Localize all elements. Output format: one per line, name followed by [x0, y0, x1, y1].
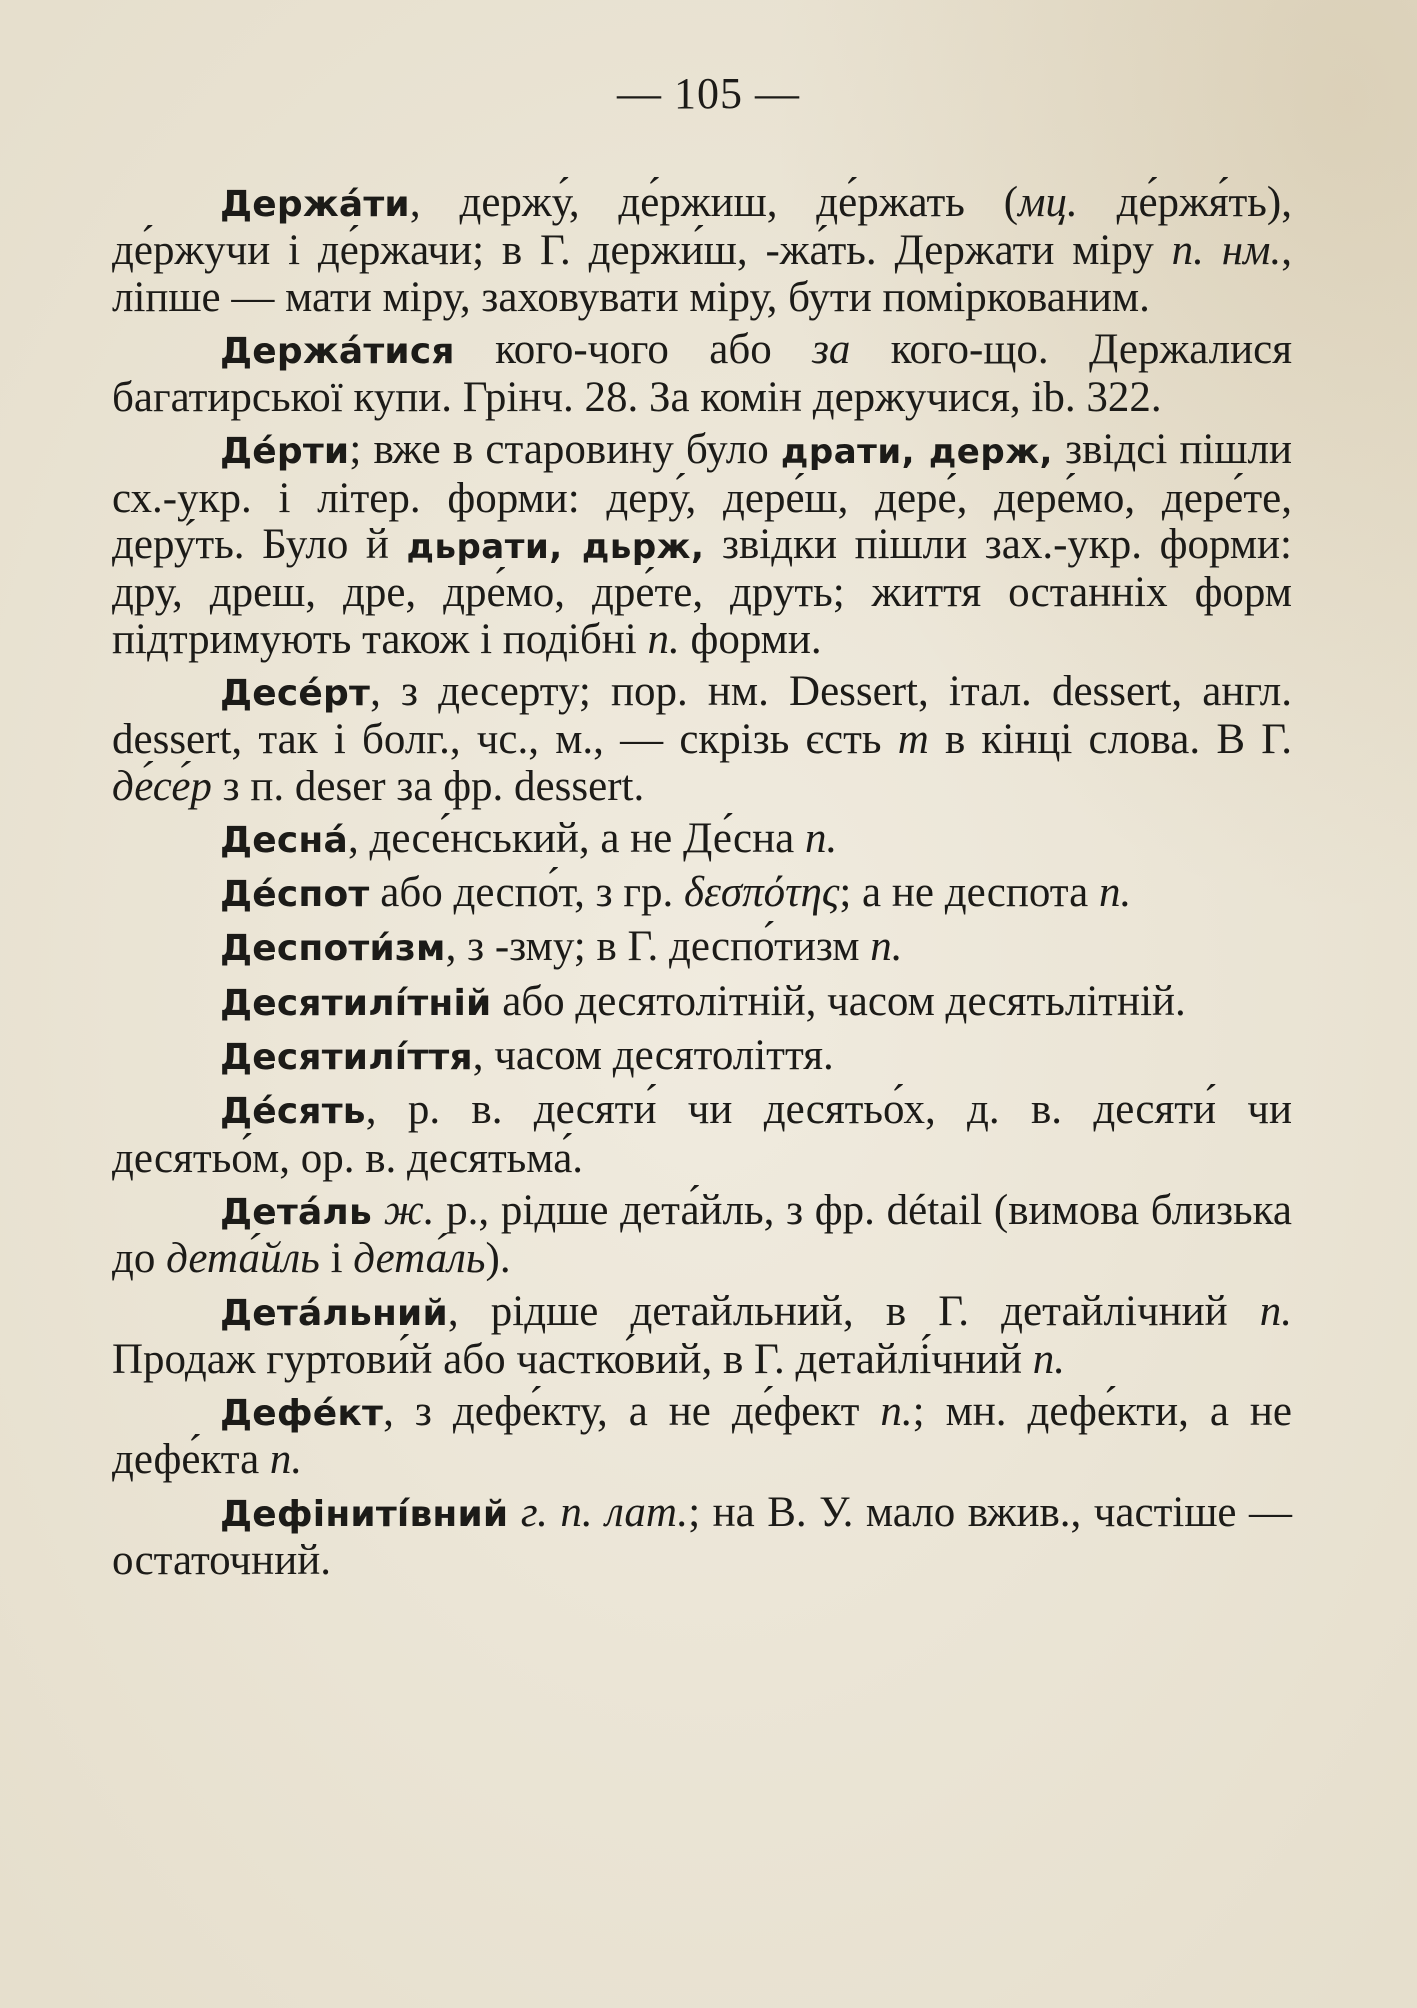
- dictionary-entry: [112, 669, 1292, 810]
- dictionary-entry: [112, 1188, 1292, 1283]
- entry-italic-text: п.: [880, 1388, 913, 1436]
- entry-headword: Десна́: [220, 819, 348, 861]
- entry-italic-text: мц.: [1018, 179, 1078, 226]
- entry-text: ).: [485, 1235, 511, 1283]
- entry-headword: Дета́ль: [220, 1191, 372, 1233]
- entry-text: , держу́, де́ржиш, де́ржать (: [409, 179, 1019, 226]
- entry-text: в кінці слова. В Г.: [928, 716, 1292, 764]
- entry-text: [508, 1489, 521, 1536]
- dictionary-entry: [112, 427, 1292, 662]
- entry-text: звідсі пішли сх.-укр. і літер. форми: деру́, дере́ш, дере́, дере́мо, дере́те, деру́ть. Було й: [112, 426, 1292, 569]
- entry-italic-text: п.: [1032, 1335, 1065, 1383]
- entry-text: Продаж гуртови́й або частко́вий, в Г. детайлі́чний: [112, 1335, 1033, 1383]
- entry-text: [372, 1187, 384, 1234]
- entry-italic-text: п.: [269, 1436, 303, 1484]
- entry-headword: Десе́рт: [220, 672, 371, 714]
- entry-headword: Де́сять: [220, 1091, 366, 1133]
- dictionary-entry: [112, 1033, 1292, 1081]
- entry-italic-text: п.: [804, 814, 838, 862]
- dictionary-entry: [112, 979, 1292, 1027]
- dictionary-entry: [112, 924, 1292, 972]
- entry-headword: Дета́льний: [220, 1292, 448, 1334]
- entry-text: , десе́нський, а не Де́сна: [347, 814, 805, 862]
- entry-headword: Дефiниті́вний: [220, 1493, 509, 1535]
- entry-text: ; на В. У. мало вжив., частіше — остаточний.: [112, 1488, 1293, 1585]
- entry-italic-text: де́се́р: [112, 762, 212, 810]
- entry-text: і: [319, 1235, 354, 1283]
- entry-italic-text: п.: [1098, 869, 1132, 917]
- dictionary-entry: [112, 1490, 1292, 1585]
- entry-text: форми.: [679, 615, 822, 663]
- entry-text: , часом десятоліття.: [472, 1032, 834, 1080]
- entry-italic-text: за: [812, 325, 851, 373]
- entry-text: р., рідше дета́йль, з фр. détail (вимова близька до: [112, 1186, 1292, 1283]
- entry-text: з п. deser за фр. dessert.: [211, 762, 645, 810]
- entry-italic-text: г. п. лат.: [520, 1488, 689, 1536]
- entry-headword: Де́рти: [220, 431, 350, 473]
- entry-text: або деспо́т, з гр.: [369, 869, 684, 917]
- entry-text: або десятолітній, часом десятьлітній.: [491, 977, 1186, 1025]
- entry-text: , з десерту; пор. нм. Dessert, італ. dessert, англ. dessert, так і болг., чс., м., — скрізь єсть: [112, 667, 1292, 764]
- entry-italic-text: п. нм.: [1171, 227, 1282, 275]
- entry-text: кого-чого або: [454, 325, 813, 373]
- entry-text: кого-що. Держалися багатирської купи. Грінч. 28. За комін держучися, ib. 322.: [112, 325, 1292, 422]
- dictionary-entries: [112, 180, 1292, 1590]
- entry-headword: Дефе́кт: [220, 1393, 384, 1435]
- entry-old-form: дьрати, дьрж,: [406, 527, 705, 568]
- entry-text: , рідше детайльний, в Г. детайлічний: [447, 1287, 1260, 1335]
- entry-headword: Десятилі́ття: [220, 1037, 473, 1079]
- entry-text: , з дефе́кту, а не де́фект: [383, 1388, 881, 1436]
- entry-text: ; вже в старовину було: [349, 426, 781, 474]
- dictionary-entry: [112, 816, 1292, 864]
- entry-headword: Держа́ти: [220, 184, 410, 225]
- dictionary-entry: [112, 1389, 1292, 1484]
- entry-italic-text: п.: [1259, 1287, 1292, 1335]
- entry-italic-text: п.: [870, 923, 903, 971]
- entry-italic-text: п.: [647, 615, 680, 663]
- entry-old-form: драти, держ,: [780, 432, 1053, 473]
- entry-headword: Де́спот: [220, 874, 370, 916]
- entry-headword: Десятилі́тній: [220, 982, 492, 1024]
- entry-headword: Деспоти́зм: [220, 928, 446, 970]
- entry-text: , р. в. десяти́ чи десятьо́х, д. в. десяти́ чи десятьо́м, ор. в. десятьма́.: [112, 1086, 1292, 1182]
- entry-italic-text: т: [897, 716, 929, 764]
- entry-text: де́ржя́ть), де́ржучи і де́ржачи; в Г. держи́ш, -жа́ть. Держати міру: [112, 179, 1292, 275]
- entry-text: , ліпше — мати міру, заховувати міру, бути поміркованим.: [112, 227, 1292, 321]
- entry-text: ; мн. дефе́кти, а не дефе́кта: [112, 1388, 1292, 1484]
- entry-italic-text: дета́ль: [353, 1235, 486, 1283]
- entry-headword: Держа́тися: [220, 330, 455, 372]
- entry-italic-text: δεσπότης: [683, 869, 840, 917]
- entry-text: ; а не деспота: [839, 869, 1099, 917]
- dictionary-entry: [112, 1087, 1292, 1182]
- dictionary-entry: [112, 327, 1292, 422]
- entry-italic-text: дета́йль: [166, 1235, 320, 1283]
- dictionary-entry: [112, 870, 1292, 918]
- entry-text: звідки пішли зах.-укр. форми: дру, дреш, дре, дре́мо, дре́те, друть; життя останніх форм підтримують також і подібні: [112, 521, 1292, 663]
- entry-text: , з -зму; в Г. деспо́тизм: [445, 923, 871, 971]
- dictionary-entry: [112, 1289, 1292, 1384]
- dictionary-entry: [112, 180, 1292, 321]
- entry-italic-text: ж.: [383, 1186, 435, 1234]
- page-number: — 105 —: [617, 69, 800, 118]
